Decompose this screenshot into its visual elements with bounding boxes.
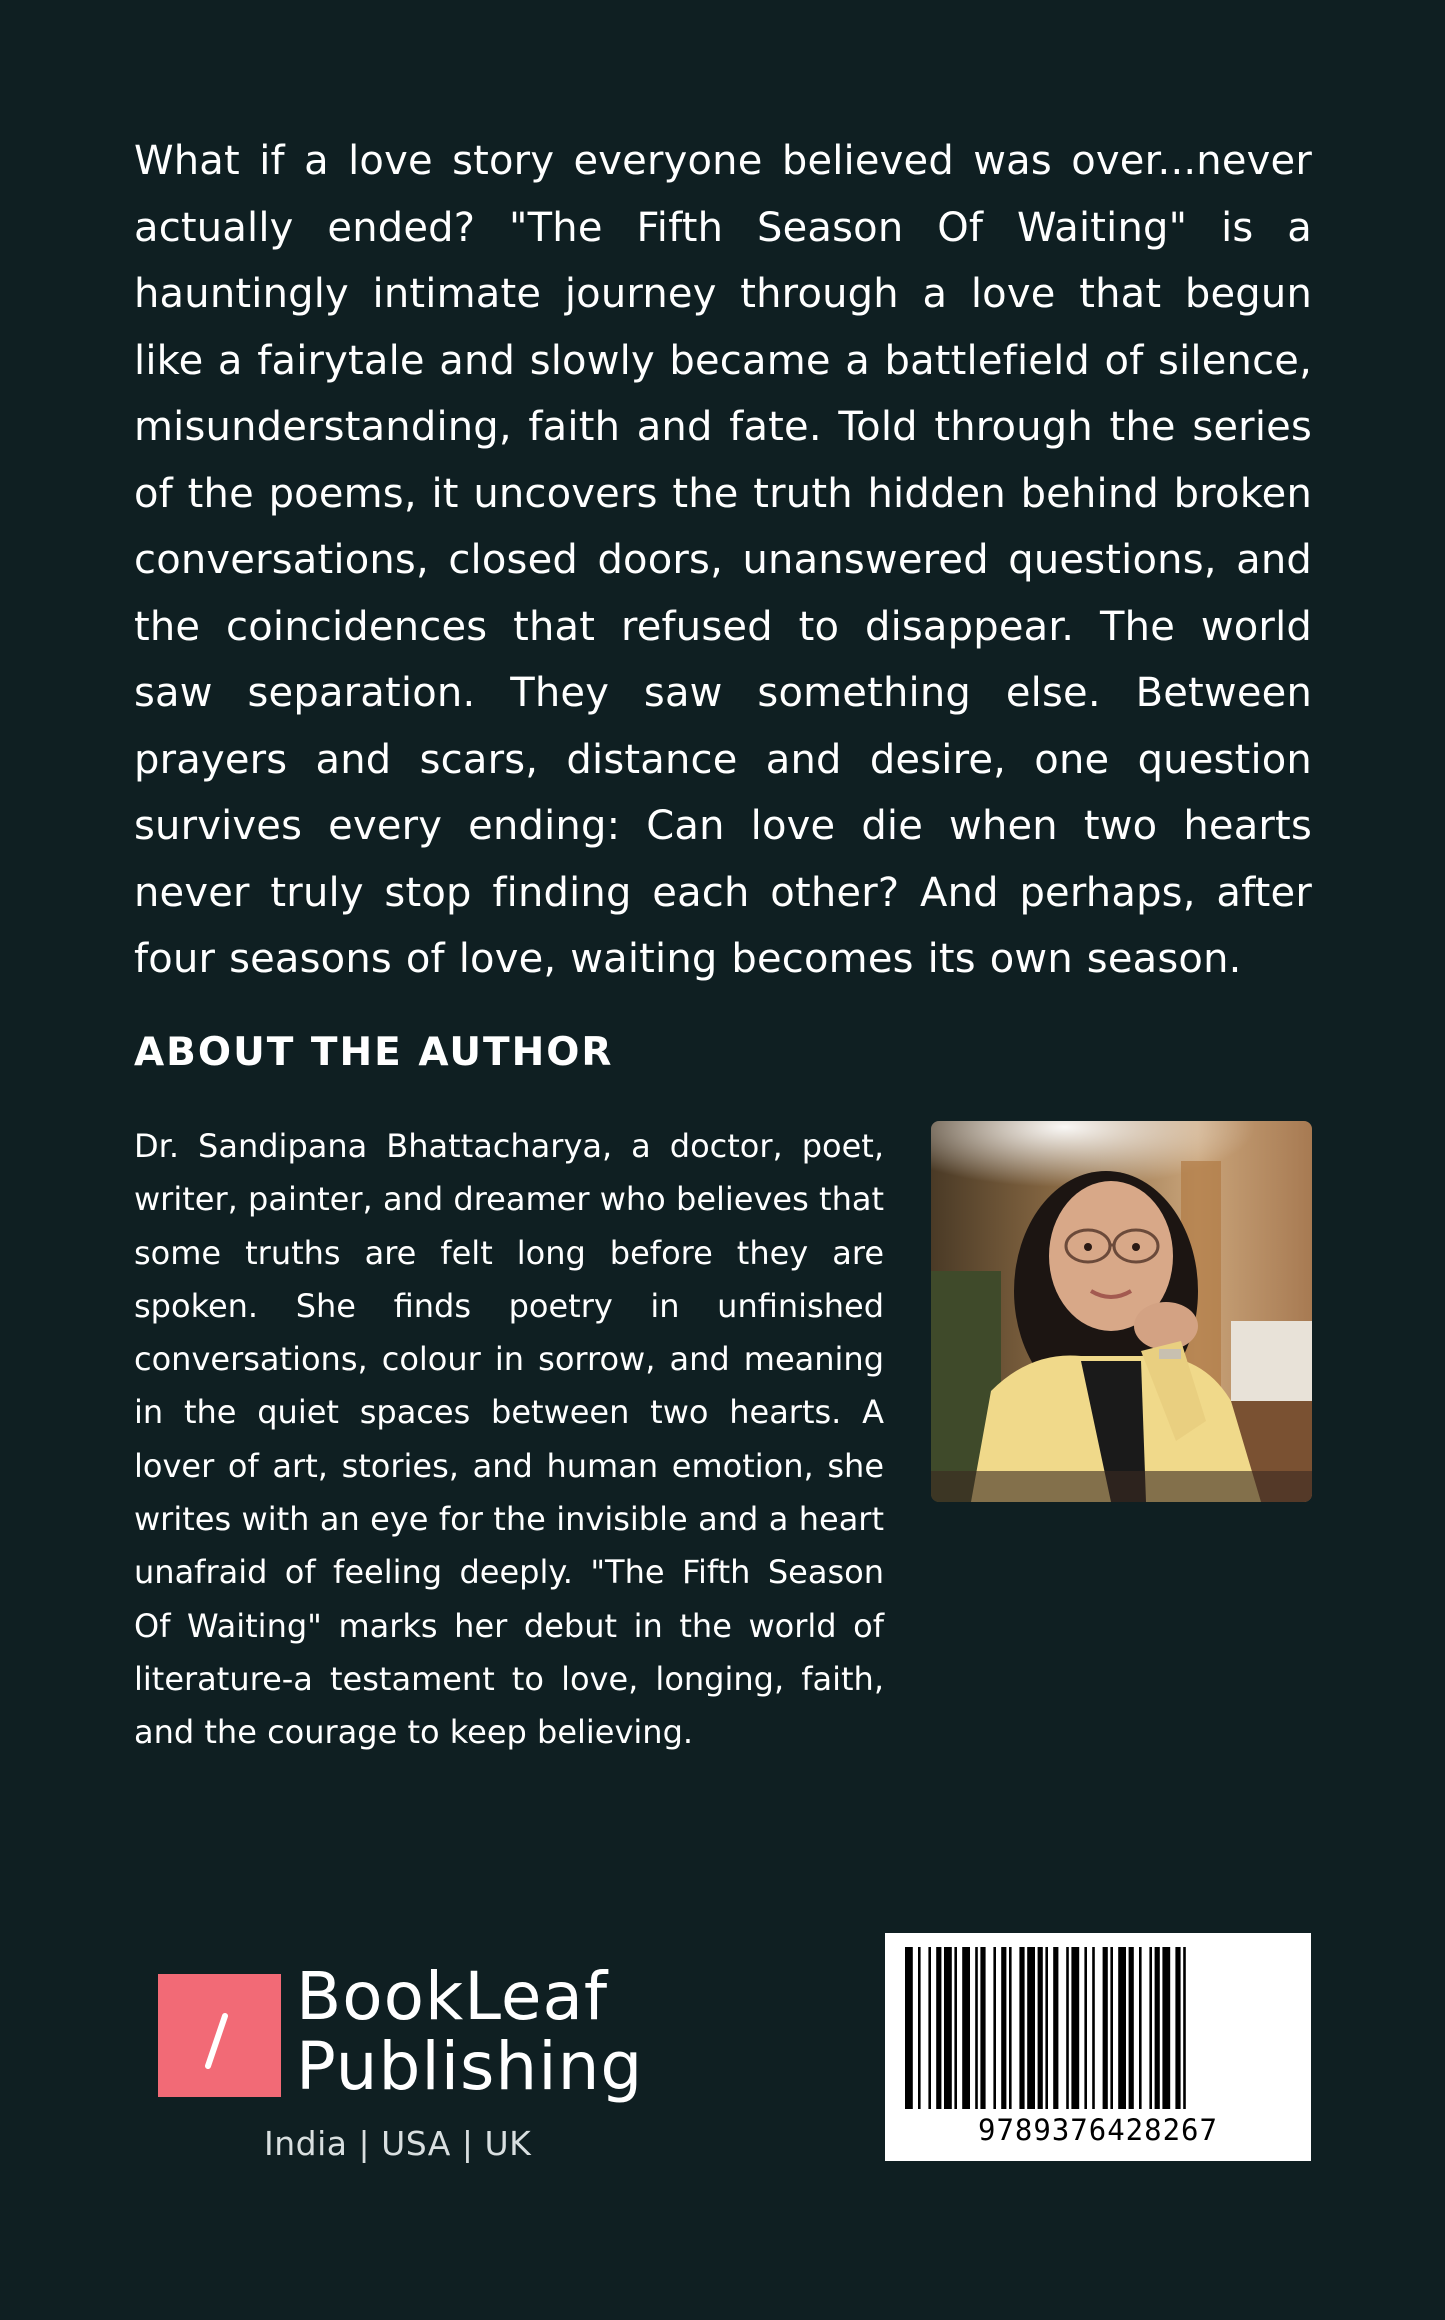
barcode-bar bbox=[1175, 1947, 1180, 2109]
isbn-number: 9789376428267 bbox=[978, 2113, 1218, 2147]
author-photo bbox=[931, 1121, 1312, 1502]
barcode-bar bbox=[1053, 1947, 1058, 2109]
barcode-bar bbox=[1084, 1947, 1087, 2109]
barcode-bar bbox=[1118, 1947, 1126, 2109]
publisher-tagline: India | USA | UK bbox=[264, 2124, 532, 2163]
barcode-bar bbox=[975, 1947, 978, 2109]
publisher-name-line2: Publishing bbox=[296, 2028, 644, 2105]
publisher-name bbox=[296, 1958, 644, 2105]
about-author-heading: ABOUT THE AUTHOR bbox=[134, 1030, 614, 1075]
barcode-bar bbox=[1066, 1947, 1069, 2109]
barcode-bar bbox=[993, 1947, 996, 2109]
barcode-bar bbox=[954, 1947, 957, 2109]
barcode-bar bbox=[1183, 1947, 1186, 2109]
barcode-bar bbox=[1129, 1947, 1134, 2109]
barcode-bar bbox=[1162, 1947, 1170, 2109]
barcode-bar bbox=[1019, 1947, 1024, 2109]
barcode-bar bbox=[962, 1947, 970, 2109]
barcode-bar bbox=[1071, 1947, 1079, 2109]
barcode-bar bbox=[1009, 1947, 1012, 2109]
barcode-bar bbox=[905, 1947, 913, 2109]
barcode-bar bbox=[1045, 1947, 1048, 2109]
barcode-bar bbox=[1110, 1947, 1113, 2109]
barcode-bar bbox=[944, 1947, 952, 2109]
author-bio: Dr. Sandipana Bhattacharya, a doctor, poet, writer, painter, and dreamer who believes that some truths are felt long before they are spoken. She finds poetry in unfinished conversations, colour in sorrow, and meaning in the quiet spaces between two hearts. A lover of art, stories, and human emotion, she writes with an eye for the invisible and a heart unafraid of feeling deeply. "The Fifth Season Of Waiting" marks her debut in the world of literature-a testament to love, longing, faith, and the courage to keep believing. bbox=[134, 1127, 884, 1752]
barcode-bar bbox=[918, 1947, 921, 2109]
isbn-barcode bbox=[885, 1933, 1311, 2161]
barcode-bar bbox=[1092, 1947, 1095, 2109]
book-blurb: What if a love story everyone believed was over...never actually ended? "The Fifth Season Of Waiting" is a hauntingly intimate journey through a love that begun like a fairytale and slowly became a battlefield of silence, misunderstanding, faith and fate. Told through the series of the poems, it uncovers the truth hidden behind broken conversations, closed doors, unanswered questions, and the coincidences that refused to disappear. The world saw separation. They saw something else. Between prayers and scars, distance and desire, one question survives every ending: Can love die when two hearts never truly stop finding each other? And perhaps, after four seasons of love, waiting becomes its own season. bbox=[134, 138, 1312, 982]
barcode-bars bbox=[899, 1947, 1297, 2109]
barcode-bar bbox=[1001, 1947, 1006, 2109]
barcode-bar bbox=[1027, 1947, 1035, 2109]
barcode-bar bbox=[1149, 1947, 1152, 2109]
barcode-bar bbox=[1103, 1947, 1108, 2109]
publisher-name-line1: BookLeaf bbox=[296, 1958, 609, 2035]
publisher-logo bbox=[158, 1958, 644, 2163]
barcode-bar bbox=[1139, 1947, 1142, 2109]
barcode-bar bbox=[1038, 1947, 1043, 2109]
barcode-bar bbox=[928, 1947, 931, 2109]
publisher-logo-mark bbox=[158, 1974, 281, 2097]
barcode-bar bbox=[1155, 1947, 1160, 2109]
barcode-bar bbox=[936, 1947, 941, 2109]
slash-icon bbox=[158, 1974, 281, 2097]
barcode-bar bbox=[980, 1947, 985, 2109]
